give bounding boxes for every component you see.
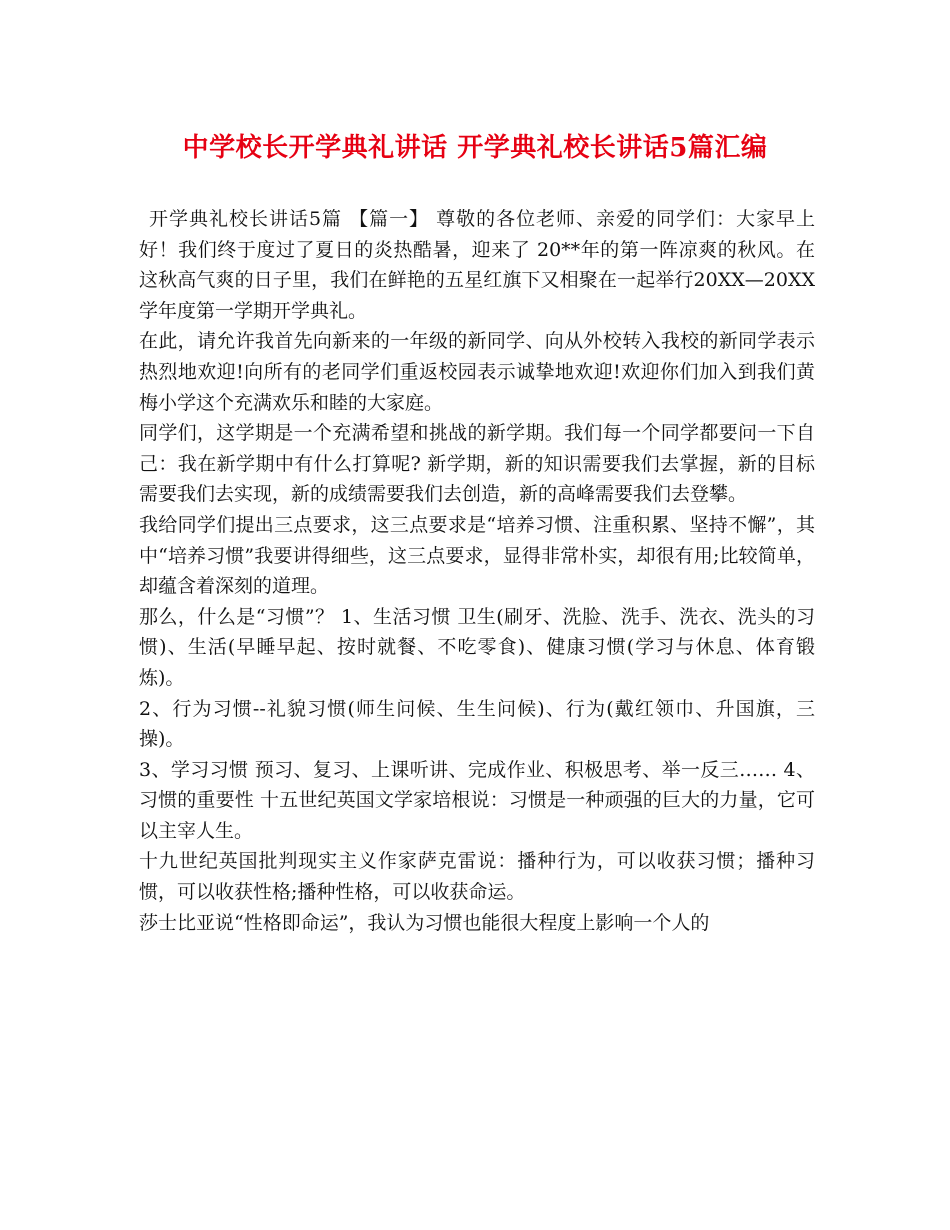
paragraph-3: 同学们，这学期是一个充满希望和挑战的新学期。我们每一个同学都要问一下自己：我在新学期中有什么打算呢? 新学期，新的知识需要我们去掌握，新的目标需要我们去实现，新的成绩需要我们去创造，新的高峰需要我们去登攀。 bbox=[139, 422, 815, 506]
paragraph-9: 莎士比亚说“性格即命运”，我认为习惯也能很大程度上影响一个人的 bbox=[139, 911, 710, 934]
document-body bbox=[139, 204, 815, 938]
paragraph-4: 我给同学们提出三点要求，这三点要求是“培养习惯、注重积累、坚持不懈”，其中“培养习惯”我要讲得细些，这三点要求，显得非常朴实，却很有用;比较简单，却蕴含着深刻的道理。 bbox=[139, 513, 815, 598]
document-title: 中学校长开学典礼讲话 开学典礼校长讲话5篇汇编 bbox=[182, 133, 768, 163]
paragraph-7: 3、学习习惯 预习、复习、上课听讲、完成作业、积极思考、举一反三…… 4、习惯的重要性 十五世纪英国文学家培根说：习惯是一种顽强的巨大的力量，它可以主宰人生。 bbox=[139, 758, 815, 842]
paragraph-8: 十九世纪英国批判现实主义作家萨克雷说：播种行为，可以收获习惯；播种习惯，可以收获性格;播种性格，可以收获命运。 bbox=[139, 850, 815, 904]
paragraph-5: 那么，什么是“习惯”？ 1、生活习惯 卫生(刷牙、洗脸、洗手、洗衣、洗头的习惯)、生活(早睡早起、按时就餐、不吃零食)、健康习惯(学习与休息、体育锻炼)。 bbox=[139, 605, 815, 689]
paragraph-2: 在此，请允许我首先向新来的一年级的新同学、向从外校转入我校的新同学表示热烈地欢迎!向所有的老同学们重返校园表示诚挚地欢迎!欢迎你们加入到我们黄梅小学这个充满欢乐和睦的大家庭。 bbox=[139, 330, 815, 414]
paragraph-6: 2、行为习惯--礼貌习惯(师生问候、生生问候)、行为(戴红领巾、升国旗，三操)。 bbox=[139, 697, 815, 751]
paragraph-1: 开学典礼校长讲话5篇 【篇一】 尊敬的各位老师、亲爱的同学们：大家早上好！我们终于度过了夏日的炎热酷暑，迎来了 20**年的第一阵凉爽的秋风。在这秋高气爽的日子里，我们在鲜艳的五星红旗下又相聚在一起举行20XX—20XX学年度第一学期开学典礼。 bbox=[139, 208, 815, 322]
